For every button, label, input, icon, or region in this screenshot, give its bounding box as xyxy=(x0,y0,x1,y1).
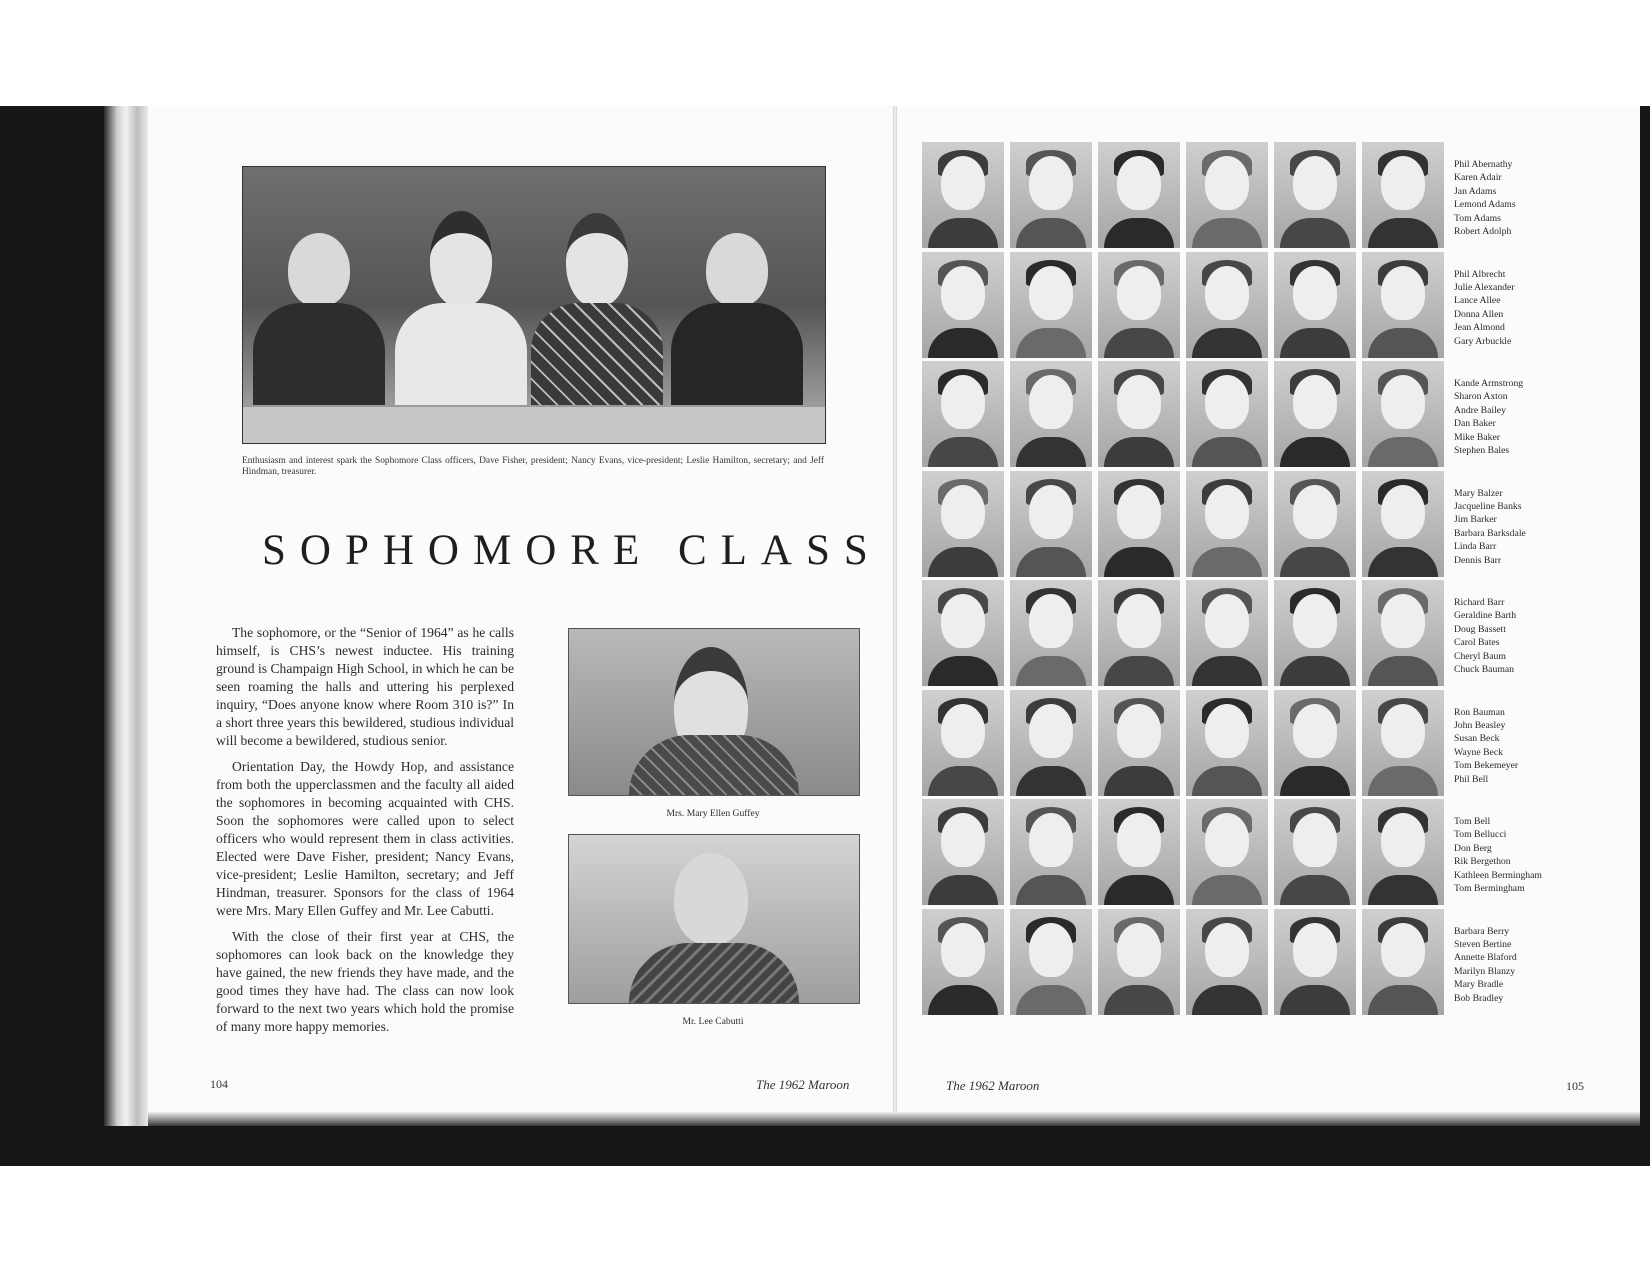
book-page-edges xyxy=(104,106,148,1126)
student-name: Marilyn Blanzy xyxy=(1454,965,1516,977)
sponsor-photo-guffey xyxy=(568,628,860,796)
student-name: Jim Barker xyxy=(1454,514,1497,526)
article-paragraph: The sophomore, or the “Senior of 1964” as he calls himself, is CHS’s newest inductee. His training ground is Champaign High School, in which he can be seen roaming the halls and uttering his perplexed inquiry, “Does anyone know where Room 310 is?” In a short three years this bewildered, studious individual will become a bewildered, studious senior. xyxy=(216,625,514,748)
officer-figure xyxy=(671,233,803,411)
student-portrait xyxy=(1010,580,1092,686)
student-portrait xyxy=(1186,471,1268,577)
student-portrait xyxy=(1010,799,1092,905)
running-footer-right: The 1962 Maroon xyxy=(946,1078,1040,1093)
student-portrait xyxy=(922,909,1004,1015)
student-portrait xyxy=(1186,580,1268,686)
student-name: Mary Bradle xyxy=(1454,979,1504,991)
student-name: Barbara Barksdale xyxy=(1454,527,1526,539)
name-list-row-4 xyxy=(1454,487,1594,567)
student-name: Phil Bell xyxy=(1454,773,1489,785)
article-paragraph: With the close of their first year at CHS, the sophomores can look back on the knowledge they have gained, the new friends they have made, and the good times they have had. The class can now look forward to the next two years which hold the promise of many more happy memories. xyxy=(216,929,514,1034)
student-portrait xyxy=(1362,909,1444,1015)
student-portrait xyxy=(1274,909,1356,1015)
student-name: Carol Bates xyxy=(1454,637,1500,649)
name-list-row-3 xyxy=(1454,377,1594,457)
student-portrait xyxy=(1186,799,1268,905)
student-name: Tom Bell xyxy=(1454,816,1491,827)
student-portrait xyxy=(1098,909,1180,1015)
student-name: Kande Armstrong xyxy=(1454,378,1524,389)
article-paragraph: Orientation Day, the Howdy Hop, and assistance from both the upperclassmen and the faculty all aided the sophomores in becoming acquainted with CHS. Soon the sophomores were called upon to select officers who would represent them in class activities. Elected were Dave Fisher, president; Nancy Evans, vice-president; Leslie Hamilton, secretary; and Jeff Hindman, treasurer. Sponsors for the class of 1964 were Mrs. Mary Ellen Guffey and Mr. Lee Cabutti. xyxy=(216,759,514,918)
student-name: Rik Bergethon xyxy=(1454,856,1511,868)
student-portrait xyxy=(1362,799,1444,905)
student-name: Chuck Bauman xyxy=(1454,664,1514,676)
officer-figure xyxy=(395,211,527,411)
page-bottom-shadow xyxy=(148,1112,1640,1126)
student-name: Mike Baker xyxy=(1454,431,1501,443)
page-number-right: 105 xyxy=(1566,1079,1584,1093)
article-body xyxy=(216,624,514,1044)
student-portrait xyxy=(1098,361,1180,467)
student-portrait xyxy=(1274,580,1356,686)
student-name: Jacqueline Banks xyxy=(1454,500,1522,512)
student-portrait xyxy=(1274,142,1356,248)
student-portrait xyxy=(1010,690,1092,796)
student-portrait xyxy=(1098,142,1180,248)
name-list-row-7 xyxy=(1454,815,1594,895)
student-name: Tom Adams xyxy=(1454,212,1501,224)
student-portrait xyxy=(1010,252,1092,358)
student-name: Phil Abernathy xyxy=(1454,159,1513,170)
student-portrait xyxy=(1098,471,1180,577)
student-name: Phil Albrecht xyxy=(1454,268,1506,280)
student-name: Don Berg xyxy=(1454,842,1492,854)
student-name: Julie Alexander xyxy=(1454,281,1515,293)
student-name: Bob Bradley xyxy=(1454,992,1504,1004)
student-name: Sharon Axton xyxy=(1454,391,1508,403)
student-name: Annette Blaford xyxy=(1454,952,1517,964)
student-name: Stephen Bales xyxy=(1454,445,1510,457)
student-name: Wayne Beck xyxy=(1454,746,1503,758)
student-portrait xyxy=(1098,580,1180,686)
student-name: Donna Allen xyxy=(1454,308,1504,320)
student-portrait xyxy=(922,580,1004,686)
desk xyxy=(243,405,825,443)
student-portrait xyxy=(1274,361,1356,467)
student-portrait xyxy=(922,252,1004,358)
student-name: Tom Bellucci xyxy=(1454,829,1507,841)
student-portrait xyxy=(1186,142,1268,248)
student-portrait xyxy=(1010,142,1092,248)
name-list-row-6 xyxy=(1454,706,1594,786)
student-name: Dennis Barr xyxy=(1454,554,1502,566)
student-portrait xyxy=(1010,471,1092,577)
student-name: Mary Balzer xyxy=(1454,487,1503,499)
student-portrait xyxy=(922,690,1004,796)
student-name: Barbara Berry xyxy=(1454,925,1510,937)
student-portrait xyxy=(1098,799,1180,905)
student-name: Steven Bertine xyxy=(1454,938,1512,950)
student-name: John Beasley xyxy=(1454,719,1506,731)
officer-figure xyxy=(531,213,663,411)
page-title: SOPHOMORE CLASS xyxy=(262,527,882,574)
name-list-row-2 xyxy=(1454,268,1594,348)
student-name: Tom Bermingham xyxy=(1454,883,1525,895)
student-portrait xyxy=(1362,580,1444,686)
officer-figure xyxy=(253,233,385,411)
portrait-grid xyxy=(922,142,1446,1016)
student-portrait xyxy=(1362,142,1444,248)
group-photo-caption: Enthusiasm and interest spark the Sophomore Class officers, Dave Fisher, president; Nancy Evans, vice-president; Leslie Hamilton, secretary; and Jeff Hindman, treasurer. xyxy=(242,456,824,477)
running-footer-left: The 1962 Maroon xyxy=(756,1077,850,1092)
student-name: Kathleen Bermingham xyxy=(1454,869,1542,881)
student-portrait xyxy=(1362,471,1444,577)
student-name: Robert Adolph xyxy=(1454,226,1512,238)
student-name: Andre Bailey xyxy=(1454,404,1506,416)
class-officers-photo xyxy=(242,166,826,444)
student-portrait xyxy=(1186,690,1268,796)
student-portrait xyxy=(1186,909,1268,1015)
student-portrait xyxy=(1098,252,1180,358)
sponsor-photo-cabutti xyxy=(568,834,860,1004)
student-name: Susan Beck xyxy=(1454,733,1500,745)
student-name: Lemond Adams xyxy=(1454,199,1516,211)
student-portrait xyxy=(1186,252,1268,358)
name-list-row-5 xyxy=(1454,596,1594,676)
student-name: Dan Baker xyxy=(1454,418,1496,430)
student-name: Karen Adair xyxy=(1454,172,1502,184)
student-name: Cheryl Baum xyxy=(1454,650,1506,662)
page-number-left: 104 xyxy=(210,1077,228,1091)
student-portrait xyxy=(922,142,1004,248)
student-name: Linda Barr xyxy=(1454,541,1497,553)
sponsor-caption-guffey: Mrs. Mary Ellen Guffey xyxy=(666,808,760,819)
student-name: Ron Bauman xyxy=(1454,706,1505,718)
student-portrait xyxy=(1098,690,1180,796)
student-portrait xyxy=(1362,690,1444,796)
student-portrait xyxy=(1362,252,1444,358)
student-name: Jan Adams xyxy=(1454,185,1497,197)
student-portrait xyxy=(1362,361,1444,467)
student-name: Doug Bassett xyxy=(1454,623,1506,635)
student-portrait xyxy=(1274,799,1356,905)
student-portrait xyxy=(1274,690,1356,796)
student-name: Richard Barr xyxy=(1454,597,1505,608)
name-list-row-1 xyxy=(1454,158,1594,238)
student-name: Tom Bekemeyer xyxy=(1454,760,1519,772)
student-name: Geraldine Barth xyxy=(1454,610,1517,622)
name-list-row-8 xyxy=(1454,925,1594,1005)
student-name: Jean Almond xyxy=(1454,322,1505,334)
student-name: Lance Allee xyxy=(1454,295,1501,307)
student-portrait xyxy=(922,471,1004,577)
student-portrait xyxy=(1010,909,1092,1015)
student-portrait xyxy=(1010,361,1092,467)
student-portrait xyxy=(922,361,1004,467)
student-portrait xyxy=(1186,361,1268,467)
student-name: Gary Arbuckle xyxy=(1454,335,1512,347)
sponsor-caption-cabutti: Mr. Lee Cabutti xyxy=(682,1016,744,1027)
student-portrait xyxy=(1274,252,1356,358)
student-portrait xyxy=(922,799,1004,905)
student-portrait xyxy=(1274,471,1356,577)
book-spine xyxy=(893,106,897,1122)
